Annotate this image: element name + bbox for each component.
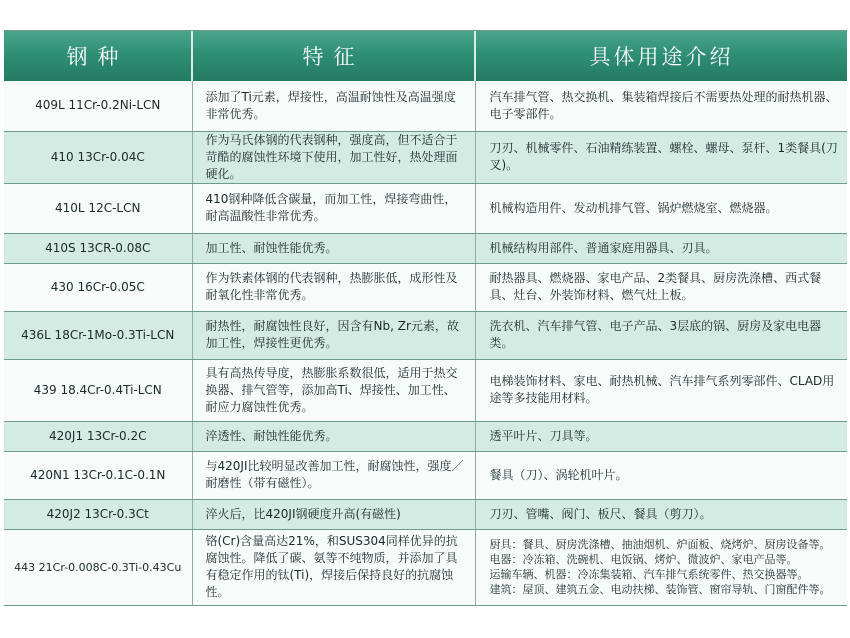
- usage-cell: 耐热器具、燃烧器、家电产品、2类餐具、厨房洗涤槽、西式餐具、灶台、外装饰材料、燃气灶上板。: [475, 263, 847, 311]
- header-grade: 钢种: [4, 31, 192, 81]
- feature-cell: 添加了Ti元素，焊接性，高温耐蚀性及高温强度非常优秀。: [192, 81, 475, 131]
- feature-cell: 410钢种降低含碳量，而加工性，焊接弯曲性，耐高温酸性非常优秀。: [192, 183, 475, 233]
- table-header-row: [4, 31, 847, 81]
- feature-cell: 铬(Cr)含量高达21%，和SUS304同样优异的抗腐蚀性。降低了碳、氨等不纯物质，并添加了具有稳定作用的钛(Ti)，焊接后保持良好的抗腐蚀性。: [192, 529, 475, 605]
- feature-cell: 作为马氏体钢的代表钢种，强度高，但不适合于苛酷的腐蚀性环境下使用，加工性好，热处理面硬化。: [192, 131, 475, 183]
- usage-cell: 机械构造用件、发动机排气管、锅炉燃烧室、燃烧器。: [475, 183, 847, 233]
- grade-cell: 420N1 13Cr-0.1C-0.1N: [4, 451, 192, 499]
- steel-grade-table-sheet: [4, 30, 847, 603]
- usage-cell: [475, 529, 847, 605]
- usage-cell: 电梯装饰材料、家电、耐热机械、汽车排气系列零部件、CLAD用途等多技能用材料。: [475, 359, 847, 421]
- grade-cell: 410 13Cr-0.04C: [4, 131, 192, 183]
- usage-line-transport: 运输车辆、机器：冷冻集装箱、汽车排气系统零件、热交换器等。: [489, 568, 809, 581]
- header-feature: 特征: [192, 31, 475, 81]
- usage-cell: 透平叶片、刀具等。: [475, 421, 847, 451]
- table-row: [4, 131, 847, 183]
- grade-cell: 409L 11Cr-0.2Ni-LCN: [4, 81, 192, 131]
- grade-cell: 439 18.4Cr-0.4Ti-LCN: [4, 359, 192, 421]
- usage-cell: 餐具（刀）、涡轮机叶片。: [475, 451, 847, 499]
- grade-cell: 436L 18Cr-1Mo-0.3Ti-LCN: [4, 311, 192, 359]
- usage-line-appliances: 电器：冷冻箱、洗碗机、电饭锅、烤炉、微波炉、家电产品等。: [489, 553, 798, 566]
- usage-cell: 刀刃、管嘴、阀门、板尺、餐具（剪刀）。: [475, 499, 847, 529]
- grade-cell: 443 21Cr-0.008C-0.3Ti-0.43Cu: [4, 529, 192, 605]
- feature-cell: 淬透性、耐蚀性能优秀。: [192, 421, 475, 451]
- grade-cell: 410S 13CR-0.08C: [4, 233, 192, 263]
- table-row: [4, 499, 847, 529]
- usage-cell: 刀刃、机械零件、石油精练装置、螺栓、螺母、泵杆、1类餐具(刀叉)。: [475, 131, 847, 183]
- steel-grade-table: [4, 31, 847, 606]
- usage-cell: 汽车排气管、热交换机、集装箱焊接后不需要热处理的耐热机器、电子零部件。: [475, 81, 847, 131]
- usage-cell: 洗衣机、汽车排气管、电子产品、3层底的锅、厨房及家电电器类。: [475, 311, 847, 359]
- feature-cell: 淬火后，比420JI钢硬度升高(有磁性): [192, 499, 475, 529]
- table-row: [4, 529, 847, 605]
- usage-line-construction: 建筑：屋顶、建筑五金、电动扶梯、装饰管、窗帘导轨、门窗配件等。: [489, 583, 831, 596]
- feature-cell: 耐热性，耐腐蚀性良好，因含有Nb, Zr元素，故加工性，焊接性更优秀。: [192, 311, 475, 359]
- feature-cell: 具有高热传导度，热膨胀系数很低，适用于热交换器、排气管等，添加高Ti、焊接性、加工性、耐应力腐蚀性优秀。: [192, 359, 475, 421]
- table-row: [4, 451, 847, 499]
- usage-cell: 机械结构用部件、普通家庭用器具、刃具。: [475, 233, 847, 263]
- table-row: [4, 81, 847, 131]
- feature-cell: 与420JI比较明显改善加工性，耐腐蚀性，强度／耐磨性（带有磁性）。: [192, 451, 475, 499]
- table-row: [4, 421, 847, 451]
- table-row: [4, 263, 847, 311]
- grade-cell: 420J1 13Cr-0.2C: [4, 421, 192, 451]
- header-usage: 具体用途介绍: [475, 31, 847, 81]
- feature-cell: 作为铁素体钢的代表钢种，热膨胀低，成形性及耐氧化性非常优秀。: [192, 263, 475, 311]
- table-row: [4, 311, 847, 359]
- grade-cell: 410L 12C-LCN: [4, 183, 192, 233]
- grade-cell: 430 16Cr-0.05C: [4, 263, 192, 311]
- table-row: [4, 183, 847, 233]
- feature-cell: 加工性、耐蚀性能优秀。: [192, 233, 475, 263]
- usage-line-kitchen: 厨具：餐具、厨房洗涤槽、抽油烟机、炉面板、烧烤炉、厨房设备等。: [489, 538, 831, 551]
- table-row: [4, 359, 847, 421]
- table-row: [4, 233, 847, 263]
- grade-cell: 420J2 13Cr-0.3Ct: [4, 499, 192, 529]
